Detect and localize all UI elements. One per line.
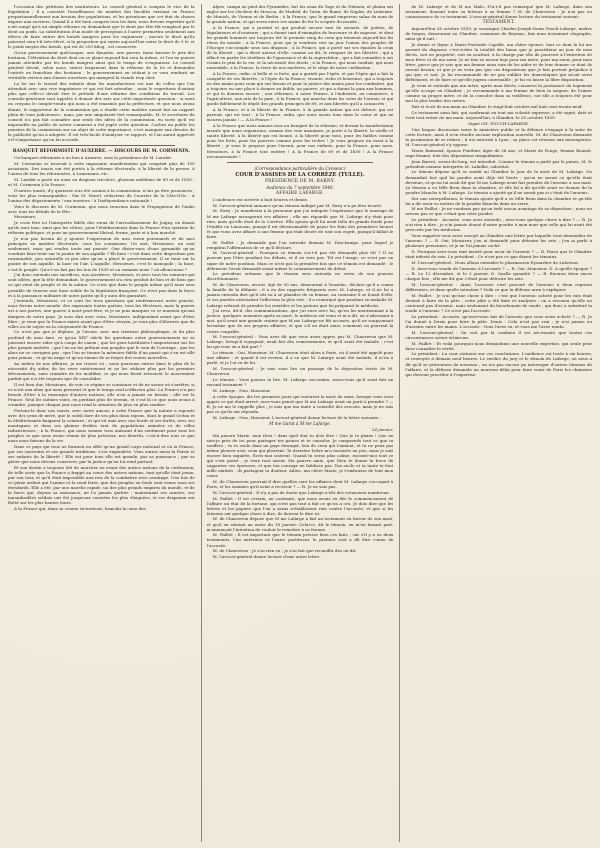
paragraph: Je veux et entends que ma mère, après mon décès, conserve la jouissance du logement qu'elle occupe au Glandier ; je recommande à ma femme de bien la soigner, de l'aimer comme sa propre mère, et de la consoler dans sa vieillesse, car elle a toujours été pour moi la plus tendre des mères. <box>405 83 593 104</box>
paragraph: Le président : La cour statuera sur ces conclusions. L'audience est levée à six heures, et renvoyée à demain neuf heures. Le verdict du jury et le témoin de Lafarge, on nous a dit qu'il se présentera de nouveau ; on n'a pas encore pu interroger d'autres témoins de l'affaire, et la défense demande un nouveau délai pour faire venir de Paris les chimistes qui devront procéder à l'expertise. <box>405 351 593 377</box>
three-column-layout <box>8 4 592 842</box>
paragraph: M. Sirey : Je manifestai à la personne que j'ai indiquée l'espérance que le mariage de M me Lafarge arrangerait ses affaires ; elle me répondit que M. Lafarge n'y était pour rien, mais qu'elle était de la Corrèze. Elle ajouta qu'il lui avait fallu de grands fonds pour l'établir en Limousin, puisqu'il est déraisonnable de payer les frais des premières heures et que vous avez affaire à une femme qui était douée de tout son esprit, puisqu'il fallait le faire. <box>206 208 394 239</box>
paragraph: Fait et écrit de ma main au Glandier, le vingt-huit octobre mil huit cent trente-neuf. <box>411 104 583 110</box>
paragraph: M. Larabit a porté un toast au drapeau tricolore, glorieux emblème de 89 et de 1830 ; et M. Cormenin à la France. <box>8 176 195 187</box>
paragraph: M me Paillet : Je ne voudrais pas qu'on tirât aucun avantage de sa déposition ; nous ne savons pas ce que c'était que cette poudre. <box>405 206 593 217</box>
paragraph: Ce n'est pas que je déplore, je l'avoue, avec une tristesse philosophique, et du plus profond de mon âme, ce qu'au XIX° siècle les questions entre gouvernements ne se puissent encore vider qu'à coups de canon ; que les gens hostilisées l'emporteront sur les plus grands intérêts ; que l'on ne les prêtant aux peuples que le soin de l'ouvrage ; que les abus ne se corrigent pas ; que l'on se tienne la mémoire fidèle d'un passé qui s'en est allé pour jamais ; et qu'on exige et qu'on vienne de se frayer des routes nouvelles. <box>8 329 195 360</box>
paragraph: J'entends, Messieurs, et ce sont les trois questions qui renfermeront notre pensée, nous ferons notre monde, des exposants toutes parties, tous les électeurs, mais la guerre est à nos portes, une guerre à mort peut-être, et je ne puis marquer ce ce moment qu'aux dangers de notre pays. Je vous dire avec vous, Messieurs, indépendant avant que d'être libre ; je veux que la France existe avant que d'être citoyen, je veux plus d'illustres que de villes ou de sujets en la citoyenneté de France. <box>8 298 195 329</box>
letter-heading: M me Garat à M me Lafarge. <box>269 420 331 426</box>
paragraph: J'ai revu, dit-il, des communications, que j'ai eues avec lui, qu'en les mentionnant à la justice, quelques semaines après sa mort, le médecin est venu et m'a dit, en s'adressant à moi, qu'il avait une grande crainte que M me Lafarge ne fût accusée, qu'il ne soupçonnait lui-même que de ses propres affaires, et que s'il en était ainsi, comment on pourrait la croire coupable. <box>206 308 394 334</box>
paragraph: M. Lafarge : Non, Monsieur. L'avocat-général donne lecture de la lettre suivante : <box>212 414 382 420</box>
paragraph: Et son destin a toujours été de marcher en avant des autres nations de la civilisation, de telle sorte que la France a frappé au cœur des autres nations, tant qu'elle était jeune, par son tour, et qu'il était impossible aux rois de la combattre avec avantage. Une fois de ce génie ardent qui l'anime et la rend forte, que des peuples en foule sont venus sous ses étendards. Elle a été, par une marche rapide, un des plus grands empires du monde, et de la force qui, depuis sa naissance, ne l'a jamais quittée ; maintenant ses armées, ses innombrables soldats ont été jusqu'aux contrées les plus éloignées, et ses drapeaux ont flotté sur les plus hautes tours. <box>8 464 195 505</box>
paragraph: A la France, et à la liberté de la France, à la grande nation qui est debout, qui est partout, qui est tout ; à la France, enfin, que nous avons tous dans le cœur et qui ne mourra jamais ! — A la France ! <box>206 107 394 123</box>
audience-date: Audience du 7 septembre 1840. <box>266 184 334 190</box>
paragraph: M. de Chauveron dépose que M me Lafarge a fait un testament en faveur de son mari, et qu'il en existait un autre du 18 janvier. Celui-ci, dit le témoin, en m'en faisant part, m'annonçait l'intention de vouloir le remettre à sa femme. <box>206 516 394 532</box>
paragraph: Portons-le donc nos toasts, avec notre amour, à cette France que la nature a reposée avec des yeux de mère, que le soleil dore de ses plus doux rayons, dont le grand Océan et la Méditerranée baignent la ceinture ; et qui vit unis avec nos bords et ses forêts, avec ses montagnes et dans ses plaines fertiles tant de populations animées et de villes industrieuses ; à la France, qui nous somme tous unissant d'un sentiment pour tous les peuples ce que nous avons réunis de plus précieux, nos libertés, c'est-à-dire tout ce que nous nous faisons de la vie. <box>8 407 195 443</box>
paragraph: l'occasion des pétitions des instituteurs. Le conseil général a compris le vice de la législation ; il a constaté l'insuffisance du nombre des facultés existant en France proportionnellement aux besoins des populations, et les privations que cet état de choses impose aux ouvriers. Quand il a été bien compris tous les faits, nous devons regretter qu'il n'ait songé qu'à un simple réforme en demandant que le droit par tête fût remplacé par le droit au poids. La substitution d'un mode de perception à l'autre permettra seulement aux élèves de faire entrer des bœufs maigres pour les engraisser ; encore le droit qu'ils paieront sera-t-il très-élevé, si la proportion qui existe aujourd'hui entre le droit de 5 fr. et le poids moyen des bœufs, qui est de 250 kilog., est conservée. <box>8 4 195 50</box>
paragraph: J'ai donc entendu nos sacrifices, nos sacrifices, Messieurs, et avec tous les rumeurs qui sont allées, que la tête demandait, le gouvernement n'a rien produit de bon et de bien que ce qui vient du peuple et de la nation. Ce n'est que dans le peuple même qu'il nous sera possible de trouver une base solide de la législation française. Ce n'est pas dans la force et à la puissance militaire de notre patrie qu'il y aura des garanties. <box>8 272 195 298</box>
paragraph: M. l'avocat-général : Vous avez dit que vous aviez appris par M. Chauveron que M. Lafarge, lorsqu'il voyageait, avait fait des vomissements, et qu'il avait été malade ; c'est lui qui vous en a fait part ? <box>206 334 394 350</box>
paragraph: M. Paillet : Je n'ai qu'une chose à dire : c'est que l'arsenic acheté pour les rats était destiné à faire de la pâte ; cette pâte a été faite et analysée ; on a reconnu qu'elle ne contenait pas d'arsenic, mais seulement du bicarbonate de soude ; qui donc a substitué la soude à l'arsenic ? Ce n'est pas l'accusée. <box>405 292 593 313</box>
letter-date: 24 janvier. <box>371 426 394 432</box>
paragraph: M. Lafarge : Non, Monsieur. <box>212 388 271 394</box>
paragraph: Je crois être ici l'interprète fidèle des vœux de l'arrondissement de Joigny, en disant qu'ils sont tous, ainsi que les vôtres, pour l'établissement dans la France d'un système de réforme politique, et pour un gouvernement libéral, ferme, juste et à bon marché. <box>8 220 195 236</box>
paragraph: M. de Chauveron pourrait-il dire quelles sont les affaires dont M. Lafarge s'occupait à Paris, et les sommes qu'il avait à recevoir ? — R. Je ne sais pas. <box>206 478 394 489</box>
paragraph: Alpes, campa au pied des Pyramides, but les eaux du Tage et du Niémen, et planta ses aigles sur les clochers de Moscou, de Madrid, de Turin, de Rome, de Naples, de Lisbonne, de Munich, de Vienne et de Berlin ; à la France, que le grand empereur salua du nom de la grande nation, et qui serra entre ses mains de fer le sceptre du monde ; <box>206 4 394 25</box>
paragraph: M. Paillet : Il est important que le témoin précise bien ces faits ; car s'il y a eu deux testaments, l'un antérieur et l'autre postérieur, le premier seul a dû être connu de l'accusée. <box>206 532 394 548</box>
section-heading-banquet: BANQUET RÉFORMISTE D'AUXERRE. — DISCOURS DE M. CORMENIN. <box>12 148 190 154</box>
paragraph: D. Avez-vous vendu de l'arsenic à l'accusée ? — R. Oui, Monsieur. D. A quelle époque ? — R. Le 12 décembre, et le 2 janvier. D. Quelle quantité ? — R. Environ deux onces chaque fois ; elle me dit que c'était pour détruire les rats. <box>405 265 593 281</box>
paragraph: Aujourd'hui 28 octobre 1839, je soussigné Charles-Joseph-Denis Pouch-Lafarge, maître de forges, demeurant au Glandier, commune de Beyssac, fais mon testament olographe, ainsi qu'il suit : <box>405 26 593 42</box>
paragraph: Le président : Accusée, qu'avez-vous fait de l'arsenic que vous aviez acheté ? — R. Je l'ai donné à Denis pour faire la pâte. Denis : Cela n'est pas vrai ; je n'ai jamais eu d'arsenic entre les mains. L'accusée : Vous l'avez eu, et vous me l'avez rendu. <box>405 313 593 329</box>
paragraph: A la France, enfin, si belle et si forte, qui a grandi par l'épée, et par l'épée qui a fait la conquête de ses libertés ; à l'épée de la France, vivante, riche et heureuse, qui a toujours eu des mains pour ceux qui ont besoin et pour la justice des mains pour les combattre, qui a toujours eu une place à donner au faible, au pauvre, et qui a donné la paix aux hommes, et qui la donnera encore ; aux réformes, à notre France, à l'industrie, au commerce, à l'agriculture, aux arts de la paix ; à la France, qui marche dans les voies de l'avenir, et qui garde fidèlement le dépôt des grands principes de 89, et aux libertés qu'il a consacrés ; <box>206 71 394 107</box>
paragraph: Le témoin : Oui, Monsieur. M. Chauveron était alors à Paris, où il avait été appelé pour une affaire ; et quand il est revenu, il a su que M. Lafarge avait été malade, il m'en a parlé, et je l'ai su de lui. <box>206 350 394 366</box>
paragraph: Sur une interpellation, le témoin ajoute qu'il a vu Mlle Brun dans la chambre et qu'elle lui a dit avoir vu mettre de la poudre blanche dans un verre. <box>405 195 593 206</box>
paragraph: D. Pourquoi avez-vous tant insisté pour avoir de l'arsenic ? — R. Parce que le Glandier était infesté de rats. Le président : Ce n'est pas ce que disent les témoins. <box>405 249 593 260</box>
paragraph: L'audience est ouverte à huit heures et demie. <box>212 196 309 202</box>
paragraph: Voici le discours de M. Cormenin, que nous trouvons dans le Propagateur de l'Aube avec tous les détails de la fête : <box>8 203 195 214</box>
paragraph: A la France, qui a produit et qui produit encore tant de savants, de poètes, de législateurs et d'orateurs ; qui a donné tant d'exemples de bravoure et de sagesse, et dont les grands hommes ont toujours été le premier rang de ceux qui tiennent aujourd'hui les rênes du monde ; à la France, pour qui je voudrais voir un jour l'union des peuples de l'Europe s'accomplir sous son drapeau ; à la France, qui a porté sur ses épaules la croix de la liberté ; qui a élevé autour d'elle, comme on dit, le rempart de ses libertés ; qui a effacé en partie les ténèbres de l'ignorance et de la superstition ; qui a fait connaître à ses voisins le prix de la vie, et la nécessité des droits ; à la France, qui nous conduit, qui nous rassemble, à la France, la terre de nos ancêtres, et le siège de notre civilisation ; <box>206 24 394 71</box>
paragraph: M. de Chauveron : Je n'ai rien vu ; je n'ai fait que recueillir des on-dit. <box>212 548 357 554</box>
paragraph: Ma pauvre Marie, mon Dieu ! dans quel état tu dois être ! Que je te plains ! Que ne suis-je près de toi pour partager tes peines et te consoler. Je comprends tout ce que tu souffres ; tu es seule dans un pays étranger, loin de ceux qui t'aiment, et tu ne peux pas même pleurer avec ceux qui pleurent. Ta dernière lettre m'a rassurée un peu, mais je suis encore bien inquiète. Écris-moi souvent. Quand tu seras plus calme, raconte-moi tout ce qui s'est passé ; je veux tout savoir. Ma pauvre amie, que Dieu te donne la force de supporter ces épreuves, et que ton courage ne faiblisse pas. Ton oncle et ta tante te font mille amitiés ; ils partagent ta douleur. Adieu, ma chère Marie, je t'embrasse de tout mon cœur. <box>206 432 394 478</box>
paragraph: Qu'un gouvernement quelconque, une dynastie, une guerre, fasse baisser le prix des bestiaux, l'élévation du droit dont on se plaint aujourd'hui sera la même, et l'on ne pourra jamais atteindre par les bœufs maigres ainsi que le temps de s'engraisser. Le conseil général devait, selon nous, entrer largement dans la réforme de la loi et demander l'entrée en franchise des bestiaux ; le gouvernement en cédant à ce vœu rendrait un véritable service aux classes ouvrières qui mangent la viande trop cher. <box>8 50 195 81</box>
section-divider <box>227 162 374 163</box>
speech-salutation: Messieurs, <box>14 214 37 220</box>
paragraph: M. l'avocat-général : Ainsi, l'accusée s'est procuré de l'arsenic à deux reprises différentes, et dans quelle intention ? Voilà ce que la défense aura à expliquer. <box>405 281 593 292</box>
paragraph: M. l'avocat-général : Pourquoi ce témoin n'a-t-il pas été demandé plus tôt ? Il ne pouvait pas l'être pendant les débats, et il ne sera pas. Tel est l'usage, ce n'est pas un signe de notre position. Mais ce n'est pas la première fois que ce témoin est demandé : le défenseur l'avait demandé avant même le commencement du débat. <box>206 250 394 271</box>
paragraph: Au milieu de nos affaires, je me trouve ici ; nous pourrons entrer dans le plan de la nécessité d'y aider, de les vivre entièrement et ne les séduire plus par les premiers dévouements, sans craindre de les modifier, ce qui nous ferait retrouver le mouvement parfait qui n'a été toujours que de consolider. <box>8 360 195 381</box>
paragraph: M. Paillet : Et voilà pourquoi nous demandons une nouvelle expertise, qui seule peut faire connaître la vérité. <box>405 340 593 351</box>
testament-heading: TESTAMENT. <box>482 19 515 25</box>
paragraph: M. l'avocat-général : Il n'y a pas de doute que Lafarge n'eût des créanciers nombreux. <box>212 489 390 495</box>
paragraph: Marie Raimond, épouse Ponthier, âgée de 26 ans, et Marie de Pouge, femme Bonnet, sage-femme, font des dépositions insignifiantes. <box>405 147 593 158</box>
section-heading-court: COUR D'ASSISES DE LA CORRÈZE (TULLE). <box>235 171 365 178</box>
correspondence-note: (Correspondance particulière du Censeur.) <box>254 165 346 171</box>
paragraph: A cette époque, dis les premiers jours qui suivirent la mort du mari, lorsque vous avez appris ce qui était arrivé, avez-vous pensé que M me Lafarge avait un parti à prendre ? — R. Je ne me le rappelle plus ; je sais que ma tante a consulté des avocats, mais je ne sais pas ce qu'ils ont répondu. <box>206 393 394 415</box>
column-3 <box>399 4 592 842</box>
paragraph: Jean Barret, scieur-de-long, est introduit. Comme le témoin a parlé par le patois, M. le président nomme interprète M. Lafaillie, substitut. <box>405 158 593 169</box>
paragraph: D'autres toasts, d'y quatorze n'as été soumis à la commission, n'ont pu être prononcés ; voici les plus remarquables : Par M. Morel, rédacteur du Courrier de la Côte-d'Or : A l'union des départements ! aux ouvriers ! à l'indépendance nationale ! <box>8 187 195 203</box>
paragraph: Dans ce pays qui tous ne forment en effet qu'un grand corps national et où la France, par ses souvenirs et ses grands traditions, s'est engendrée. Vous auriez aussi la Patrie et ses enfants de la liberté ! Elle est pour tous elle est grande, par sa puissance ; par sa gloire que nous devons conserver, par la justice qu'on lui rend partout. <box>8 443 195 464</box>
paragraph: A la France qui, dans sa course victorieuse, franchit la cime des <box>14 505 146 511</box>
paragraph: de M. Lafarge et de M me Malo. N'a-t-il pas remarqué que M. Lafarge, dans son testament, donnait toute sa fortune à sa femme ? M. de Chauveron : Je n'ai pas eu connaissance de ce testament. L'avocat-général donne lecture du testament suivant : <box>405 4 593 20</box>
paragraph: Je donne et lègue à Marie-Fortunée Capelle, ma chère épouse, tout ce dont la loi me permet de disposer, c'est-à-dire la totalité des biens que je posséderai au jour de mon décès, soit en propriété, soit en usufruit, à la charge par elle de pourvoir à l'entretien de mon frère et de ma sœur. Je ne fais ici aucun legs pour ma mère, pour ma sœur, pour mon frère, parce que je sais que ma femme aura soin de les aider et de leur donner ce dont ils auront besoin, et que je ne veux pas que ces dispositions que je fais portent préjudice à qui que ce soit. Je lui recommande de ne pas oublier les domestiques qui m'ont servi fidèlement, et de faire ce qu'elle jugera convenable ; je lui en laisse la libre disposition. <box>405 41 593 83</box>
paragraph: M. Paillet : Il est certain, au contraire, que nous avons eu dès le commencement de l'affaire un état de la fortune, qui n'est pas tout à fait ce qu'on a cru. Je dois dire que les lettres et les papiers que l'on a saisis n'établissent rien contre l'accusée, et que si les témoins ont quelque chose à dire, ils doivent le dire ici. <box>206 495 394 516</box>
paragraph: M. l'avocat-général : Nous allons entendre le pharmacien Eyssartier de Lubersac. <box>411 260 580 266</box>
paragraph: Vous rappelez-vous avoir envoyé au Glandier une lettre par laquelle vous demandiez de l'arsenic ? — R. Oui, Monsieur, j'en ai demandé pour détruire les rats ; j'en ai parlé à plusieurs personnes, et je ne l'ai jamais caché. <box>405 233 593 249</box>
paragraph: M. Cormenin se trouvait à cette imposante manifestation qui comptait plus de 100 assistants. Des toasts ont été portés à la réforme électorale, à la liberté de la presse, à l'union de tous les réformistes, à Lamennais, etc. <box>8 160 195 176</box>
paragraph: La loi sur le travail des enfants dans les manufactures est une de celles que l'on attendait avec une vive impatience et qui est fort attendue ; nous le regrettons d'autant plus que celle-ci devait être le prélude d'une réforme des conditions du travail. Les conseils-généraux sont appelés à donner des avis sur cette importante question : si nous en croyons le compte-rendu qui nous a été transmis par la préfecture, et que nous avons donné, le rapporteur de la commission qui a étudié cette matière aurait fait un rapport plein de vues judicieuses ; mais, par une singularité fort remarquable, M. le secrétaire du conseil n'a pas fait connaître une seule des idées de la commission, en sorte qu'il est impossible au public de savoir comment a été jugée cette question. Cachez au public les pensées de la commission sur un objet de cette importance, c'est manquer aux devoirs de la publicité qu'on a adoptée. Il est très-facile d'analyser ce rapport, et l'on aurait apprécié s'il s'importance qu'on lui accorde. <box>8 81 195 142</box>
paragraph: Le témoin dépose qu'il se rendit au Glandier le jour de la mort de M. Lafarge. Ou demandait fort quil lui poudre avait déjà été livrée ; qu'on ne savait ce qu'elle était devenue, et qu'on lui avait dit que M me Lafarge avait fait prendre de l'arsenic à son mari. Le témoin a vu Mlle Brun dans la chambre, et elle lui a dit qu'elle avait vu donner de la poudre blanche à M. Lafarge. Le témoin a ajouté qu'il ne savait pas si c'était de l'arsenic. <box>405 169 593 195</box>
paragraph: Ce testament ainsi fait, qui confirmait en tout ma volonté expresse, a été signé, daté et écrit tout entier de ma main. Aujourd'hui, à Glandier, le 20 octobre 1839. <box>405 109 593 121</box>
affair-heading: AFFAIRE LAFARGE. <box>275 190 325 196</box>
column-1 <box>8 4 195 842</box>
paragraph: Une longue discussion entre le ministère public et la défense s'engage à la suite de cette lecture, mais il n'en résulte aucune explication nouvelle. M. de Chauveron demande la permission de se retirer ; il est autorisé à Lyon ; sa place est retenue aux messageries. M. l'avocat-général s'y oppose. <box>405 126 593 147</box>
paragraph: Il est bien dur, Messieurs, de voir ce régime se continuer et de ne savoir où s'arrêter, si ce n'est aux abus qui nous pressent et que le temps seul n'effacera plus. La France n'a pas besoin d'être à la remorque d'autres nations, elle n'en a jamais eu besoin : elle est la France. Seul les mêmes voies, en perdant plus de terrain, et c'est là ce que nous avons à craindre, puisque chaque jour nous rend la situation de plus en plus sombre. <box>8 381 195 407</box>
paragraph: M. l'avocat-général : Je vais vous lire un passage de la déposition écrite de M. Chauveron. <box>206 366 394 377</box>
section-divider <box>28 145 175 146</box>
paragraph: Je n'ai pas besoin de y ajouter l'expression de mes vœux personnels et de mes principes en matière électorale, vous les connaissez. Un mot, Messieurs, un seul seulement, mais qui rendra toute ma pensée. Que disiez-vous d'une pyramide qu'on voudrait faire tenir sur la pointe de son aiguille ? Eh bien ! c'est dans cette disposition peu raisonnable, peu naturelle et peu sûre qu'on a placé le gouvernement. Il se tient sur la pointe de son aiguille, la base en l'air. L'aiguille, Messieurs, c'est le monopole ; la base, c'est le peuple. Qu'a-t-on fait par les lois de 1830 et ou sommes-nous ? où allons-nous ? <box>8 236 195 272</box>
paragraph: M. l'avocat-général : On voit par là combien il est nécessaire que toutes ces circonstances soient éclaircies. <box>405 329 593 340</box>
paragraph: Le président : Accusée, vous avez entendu ; avez-vous quelque chose à dire ? — R. Je n'ai rien à dire ; je n'ai jamais donné d'autre poudre à mon mari que celle qui lui avait été prescrite par les médecins. <box>405 217 593 233</box>
paragraph: M. de Chauveron, avocat, âgé de 30 ans, demeurant à Vouzelac, déclare qu'il a connu la famille de la défunte ; il a eu des rapports fréquents avec M. Lafarge, et il ne lui a jamais entendu dire qu'il eût eu à se plaindre de sa femme, au contraire il se louait d'elle, et ses paroles attestaient l'affection la plus vive ; il a remarqué que pendant sa maladie M. Lafarge refusait de prendre les remèdes et les potions que lui préparait le médecin. <box>206 282 394 308</box>
paragraph: M. l'avocat-général annonce qu'un témoin indiqué par M. Sirey n'a pu être trouvé. <box>212 202 383 208</box>
paragraph: Le témoin : Vous pouvez la lire. M. Lafarge succomba, savez-vous qu'il avait fait un second testament ? <box>206 377 394 388</box>
paragraph: M. l'avocat-général donne lecture d'une autre lettre. <box>212 554 321 560</box>
paragraph: Un banquet réformiste a eu lieu à Auxerre, sous la présidence de M. Larabit. <box>14 154 173 160</box>
paragraph: M. Paillet : Je demande que l'on entende demain M. Deschamps, pour lequel je remplirai l'affirmation de ce qu'il déclare. <box>206 239 394 250</box>
paragraph: Le président ordonne que le témoin sera entendu en vertu de son pouvoir discrétionnaire. <box>206 271 394 282</box>
paragraph: A la France que nous aimons tous au banquet de la réforme, et devant la manifestation morale que nous organisons, comme des voix unanimes, je porte à la liberté, la vieille et sainte liberté, à la liberté qui est bonne, à la liberté pour tous, pour les faibles comme pour les forts, pour les pauvres comme pour les riches ! Je vous propose un toast à la liberté ; je vous le propose pour l'avenir, pour nos enfants, pour la France, pour nous. Messieurs, à la France tout entière ! A la France de 89 et de 1830 ! A la France reconnaissante ! <box>206 123 394 159</box>
testament-signature: Signé CH. POUCH-LAFARGE. <box>468 120 530 126</box>
column-2 <box>201 4 394 842</box>
presidency-heading: PRÉSIDENCE DE M. BARNY. <box>265 178 336 184</box>
